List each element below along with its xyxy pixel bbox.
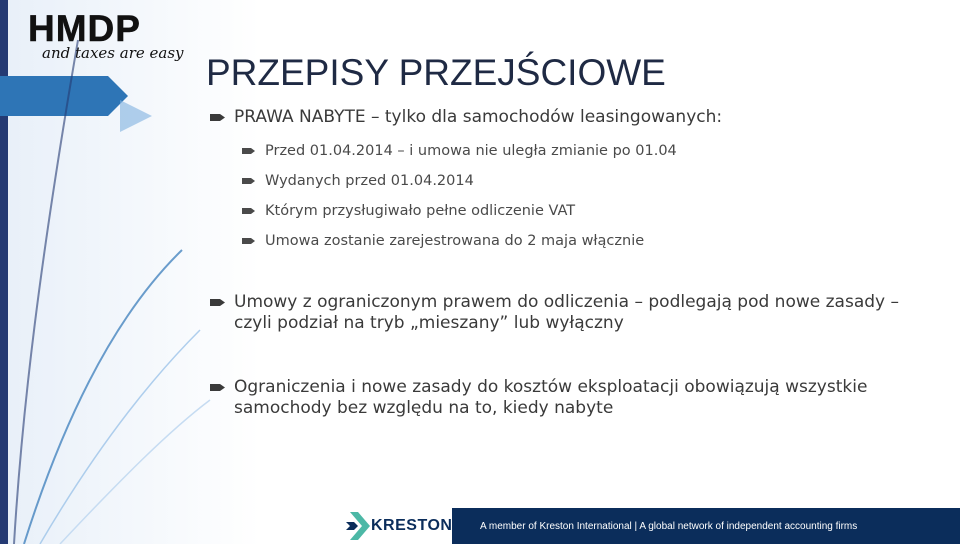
hmdp-logo bbox=[28, 8, 184, 62]
bullet-1 bbox=[210, 107, 910, 128]
logo-mark: HMDP bbox=[28, 8, 141, 49]
kreston-brand: KRESTON bbox=[371, 517, 453, 534]
footer-text: A member of Kreston International | A global network of independent accounting firms bbox=[480, 520, 858, 532]
bullet-2 bbox=[210, 292, 910, 334]
sub-bullet-4 bbox=[242, 232, 644, 250]
arrow-bullet-icon bbox=[242, 147, 256, 155]
arrow-bullet-icon bbox=[210, 113, 226, 122]
arrow-bullet-icon bbox=[242, 177, 256, 185]
kreston-mark-icon bbox=[346, 508, 372, 544]
bullet-3-text: Ograniczenia i nowe zasady do kosztów eksploatacji obowiązują wszystkie samochody bez względu na to, kiedy nabyte bbox=[234, 377, 868, 418]
arrow-bullet-icon bbox=[210, 298, 226, 307]
bullet-2-text: Umowy z ograniczonym prawem do odliczenia – podlegają pod nowe zasady – czyli podział na tryb „mieszany” lub wyłączny bbox=[234, 292, 899, 333]
sub-bullet-3 bbox=[242, 202, 575, 220]
bullet-1-text: PRAWA NABYTE – tylko dla samochodów leasingowanych: bbox=[234, 107, 723, 127]
sub-bullet-1-text: Przed 01.04.2014 – i umowa nie uległa zmianie po 01.04 bbox=[265, 143, 677, 159]
footer-bar bbox=[452, 508, 960, 544]
sub-bullet-3-text: Którym przysługiwało pełne odliczenie VAT bbox=[265, 203, 576, 219]
sub-bullet-2-text: Wydanych przed 01.04.2014 bbox=[265, 173, 474, 189]
sub-bullet-1 bbox=[242, 142, 677, 160]
kreston-logo bbox=[344, 508, 452, 544]
arrow-bullet-icon bbox=[242, 207, 256, 215]
arrow-bullet-icon bbox=[210, 383, 226, 392]
page-title: PRZEPISY PRZEJŚCIOWE bbox=[206, 52, 666, 93]
sub-bullet-2 bbox=[242, 172, 474, 190]
arrow-bullet-icon bbox=[242, 237, 256, 245]
bullet-3 bbox=[210, 377, 910, 419]
logo-tagline: and taxes are easy bbox=[42, 44, 184, 62]
sub-bullet-4-text: Umowa zostanie zarejestrowana do 2 maja włącznie bbox=[265, 233, 645, 249]
